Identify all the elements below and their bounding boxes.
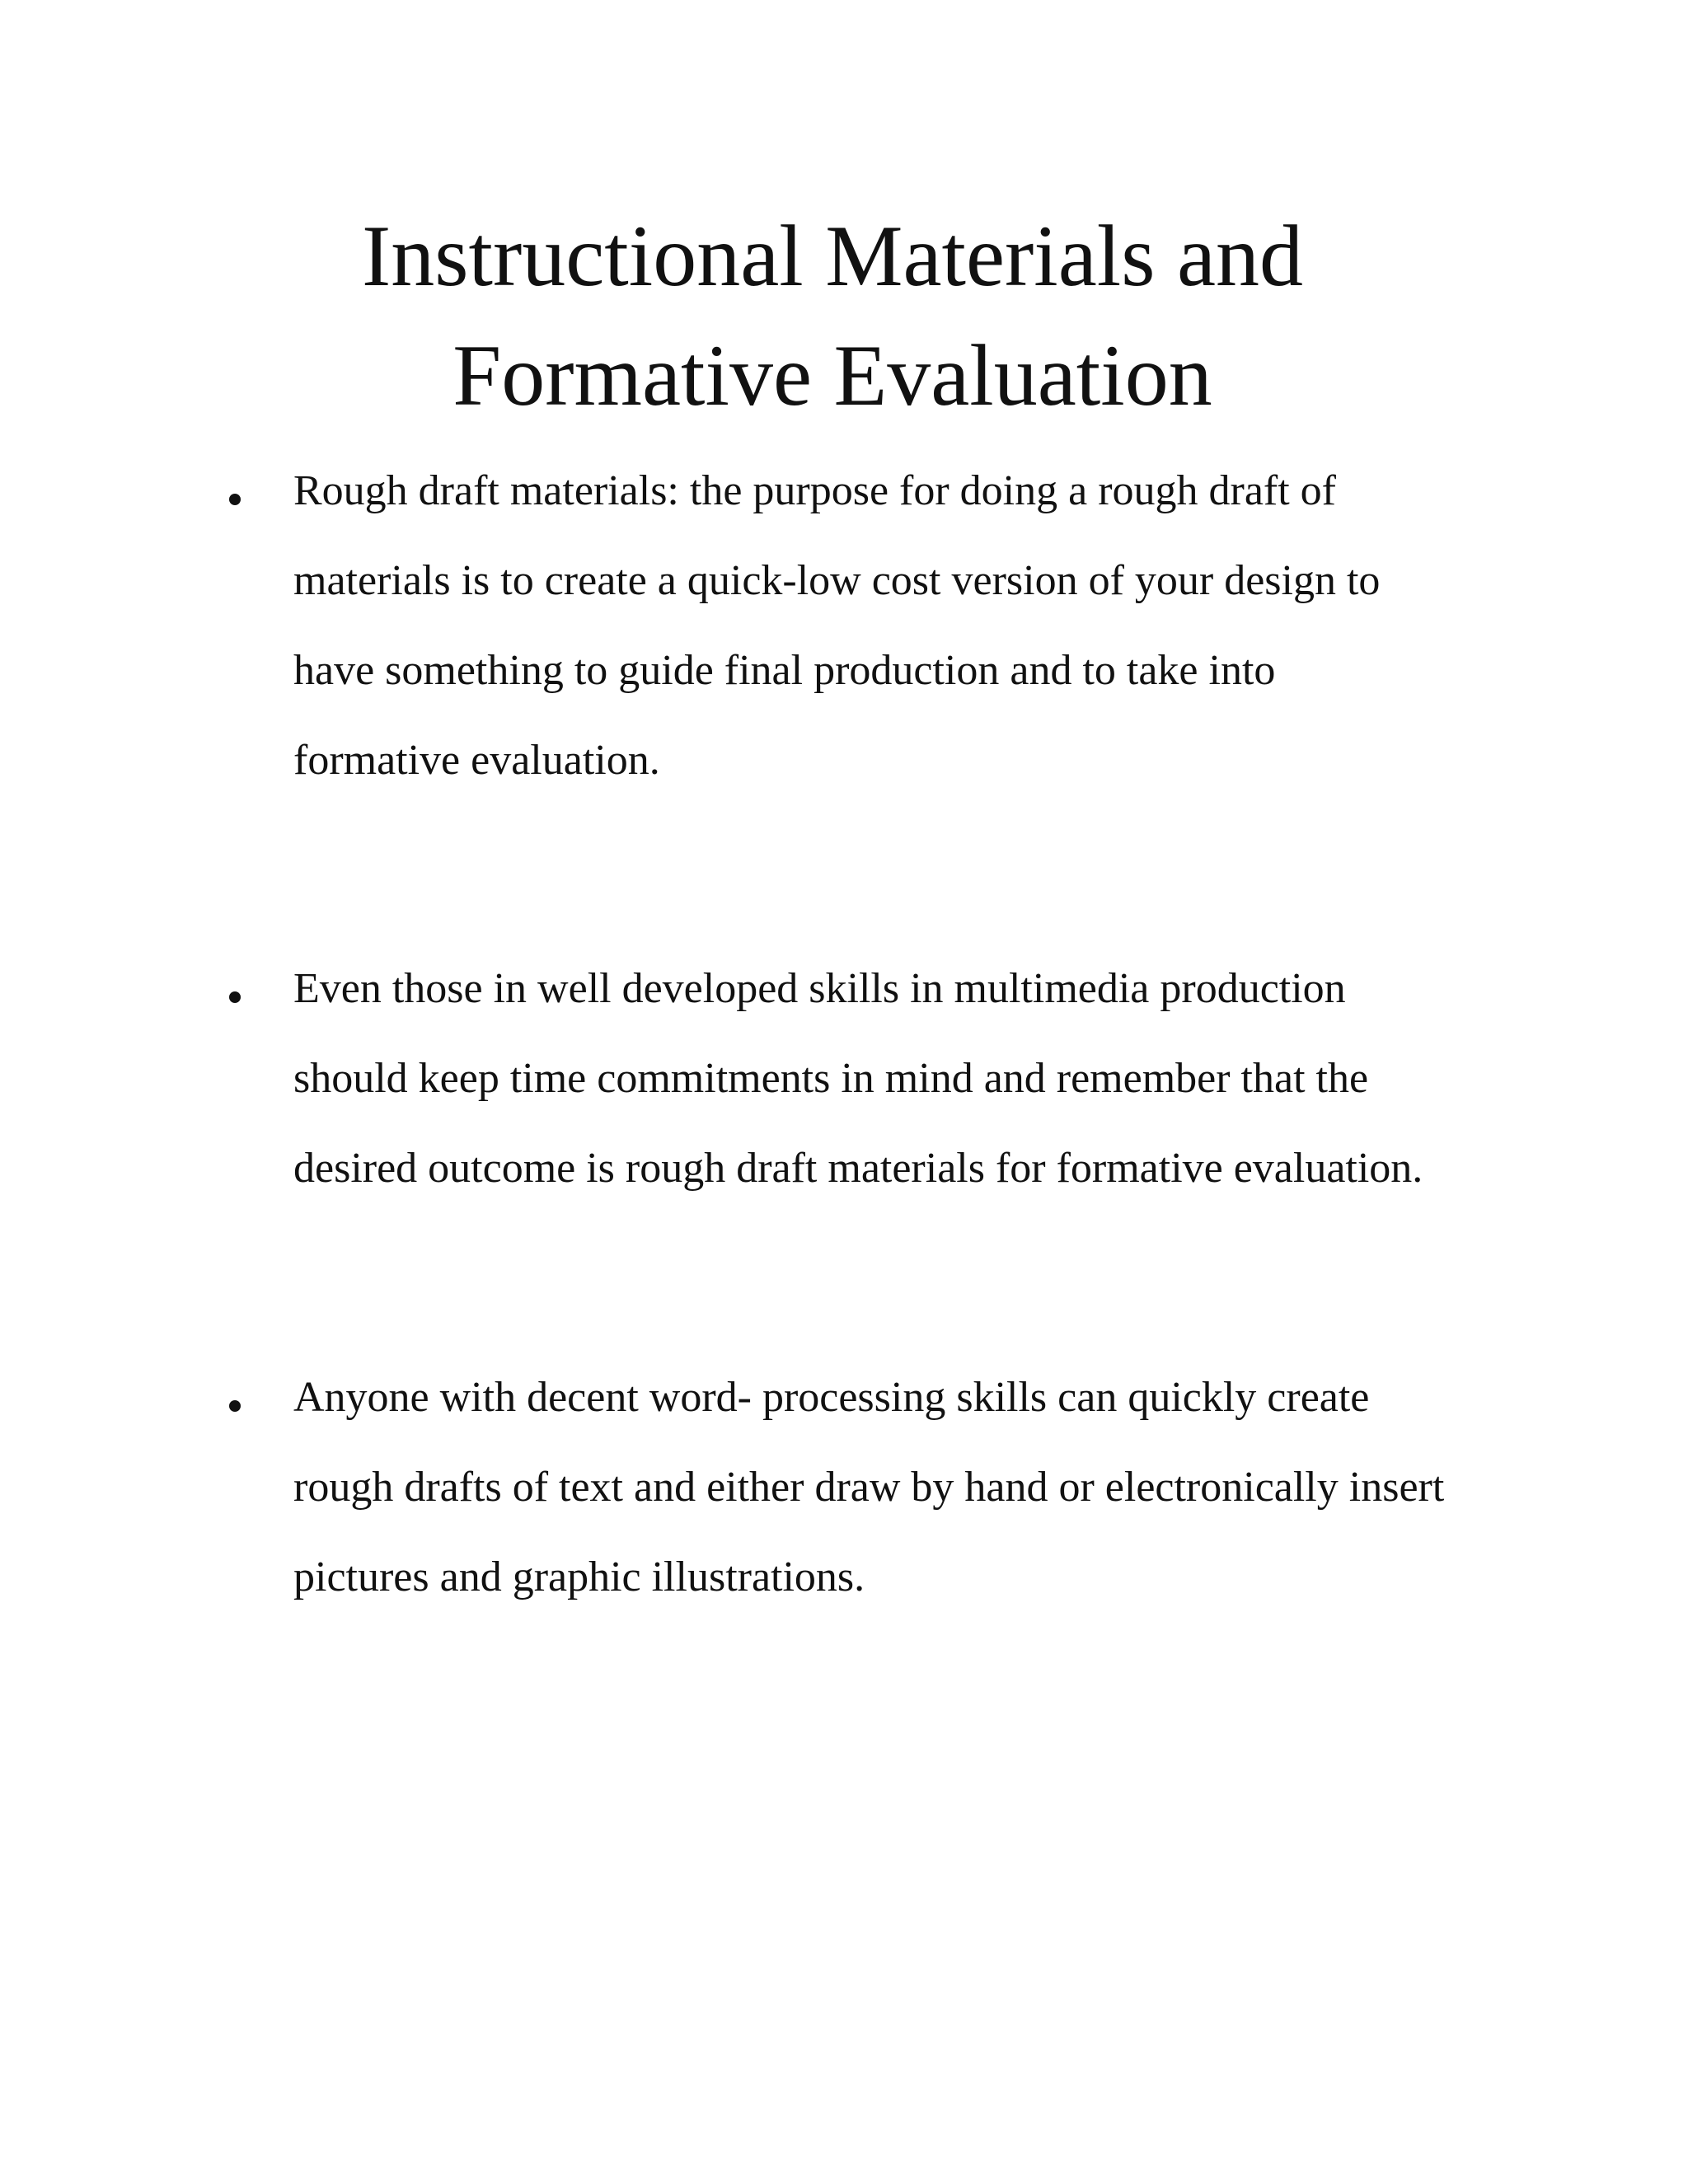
bullet-text-line: should keep time commitments in mind and remember that the <box>293 1055 1369 1102</box>
bullet-text-line: rough drafts of text and either draw by hand or electronically insert <box>293 1464 1445 1511</box>
bullet-text-line: have something to guide final production and to take into <box>293 647 1276 694</box>
bullet-point-icon <box>229 991 241 1003</box>
bullet-point-icon <box>229 494 241 505</box>
bullet-text-line: Rough draft materials: the purpose for doing a rough draft of <box>293 467 1336 514</box>
title-line: Formative Evaluation <box>452 327 1212 424</box>
bullet-text-line: Even those in well developed skills in multimedia production <box>293 965 1346 1012</box>
bullet-text-line: materials is to create a quick-low cost version of your design to <box>293 557 1381 604</box>
bullet-point-icon <box>229 1400 241 1412</box>
bullet-text-line: pictures and graphic illustrations. <box>293 1554 865 1601</box>
bullet-text-line: desired outcome is rough draft materials for formative evaluation. <box>293 1145 1423 1192</box>
bullet-text-line: formative evaluation. <box>293 737 660 784</box>
page-title <box>0 196 1665 435</box>
bullet-text-line: Anyone with decent word- processing skills can quickly create <box>293 1374 1370 1421</box>
title-line: Instructional Materials and <box>361 208 1304 304</box>
